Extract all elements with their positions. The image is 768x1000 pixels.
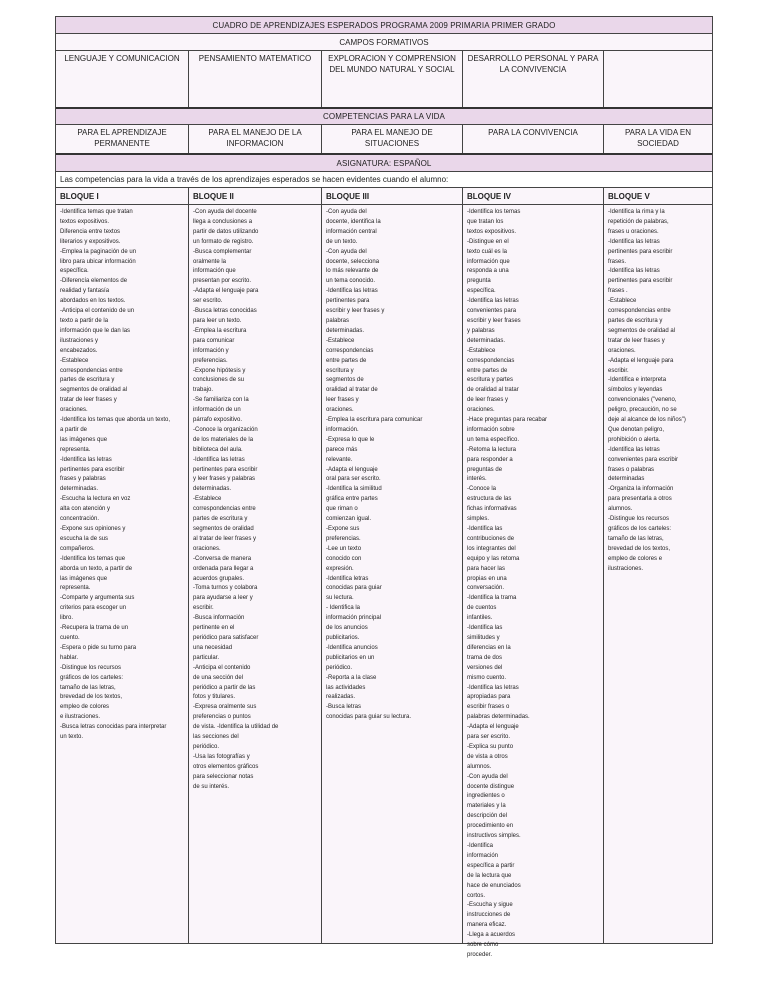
bloque-3-header: BLOQUE III [322,188,463,204]
competencias-title: COMPETENCIAS PARA LA VIDA [323,112,445,121]
document-table [55,16,713,958]
campo-pensamiento: PENSAMIENTO MATEMATICO [189,51,322,107]
document-title [56,17,712,34]
asignatura-header [56,155,712,172]
bloques-body-row [56,205,712,958]
campo-exploracion: EXPLORACION Y COMPRENSION DEL MUNDO NATURAL Y SOCIAL [322,51,463,107]
campos-row [56,51,712,109]
bloque-3-text: -Con ayuda del docente, identifica la información central de un texto. -Con ayuda del docente, selecciona lo más relevante de un tema conocido. -Identifica las letras pertinentes para escribir y leer frases y palabras determinadas. -Establece correspondencias entre partes de escritura y segmentos de oralidad al tratar de leer frases y oraciones. -Emplea la escritura para comunicar información. -Expresa lo que le parece más relevante. -Adapta el lenguaje oral para ser escrito. -Identifica la similitud gráfica entre partes que riman o comienzan igual. -Expone sus preferencias. -Lee un texto conocido con expresión. -Identifica letras conocidas para guiar su lectura. - Identifica la información principal de los anuncios publicitarios. -Identifica anuncios publicitarios en un periódico. -Reporta a la clase las actividades realizadas. -Busca letras conocidas para guiar su lectura. [322,205,463,943]
intro-row [56,172,712,188]
campos-title: CAMPOS FORMATIVOS [339,37,429,47]
bloque-2-text: -Con ayuda del docente llega a conclusiones a partir de datos utilizando un formato de registro. -Busca complementar oralmente la información que presentan por escrito. -Adapta el lenguaje para ser escrito. -Busca letras conocidas para leer un texto. -Emplea la escritura para comunicar información y preferencias. -Expone hipótesis y conclusiones de su trabajo. -Se familiariza con la información de un párrafo expositivo. -Conoce la organización de los materiales de la biblioteca del aula. -Identifica las letras pertinentes para escribir y leer frases y palabras determinadas. -Establece correspondencias entre partes de escritura y segmentos de oralidad al tratar de leer frases y oraciones. -Conversa de manera ordenada para llegar a acuerdos grupales. -Toma turnos y colabora para ayudarse a leer y escribir. -Busca información pertinente en el periódico para satisfacer una necesidad particular. -Anticipa el contenido de una sección del periódico a partir de las fotos y titulares. -Expresa oralmente sus preferencias o puntos de vista. -Identifica la utilidad de las secciones del periódico. -Usa las fotografías y otros elementos gráficos para seleccionar notas de su interés. [189,205,322,943]
competencia-convivencia: PARA LA CONVIVENCIA [463,125,604,153]
competencias-row [56,125,712,155]
bloque-5-text: -Identifica la rima y la repetición de palabras, frases u oraciones. -Identifica las letras pertinentes para escribir frases. -Identifica las letras pertinentes para escribir frases . -Establece correspondencias entre partes de escritura y segmentos de oralidad al tratar de leer frases y oraciones. -Adapta el lenguaje para escribir. -Identifica e interpreta símbolos y leyendas convencionales ("veneno, peligro, precaución, no se deje al alcance de los niños") Que denotan peligro, prohibición o alerta. -Identifica las letras convenientes para escribir frases o palabras determinadas -Organiza la información para presentarla a otros alumnos. -Distingue los recursos gráficos de los carteles: tamaño de las letras, brevedad de los textos, empleo de colores e ilustraciones. [608,209,686,572]
bloque-4-text: -Identifica los temas que tratan los textos expositivos. -Distingue en el texto cuál es la información que responda a una pregunta específica. -Identifica las letras convenientes para escribir y leer frases y palabras determinadas. -Establece correspondencias entre partes de escritura y partes de oralidad al tratar de leer frases y oraciones. -Hace preguntas para recabar información sobre un tema específico. -Retoma la lectura para responder a preguntas de interés. -Conoce la estructura de las fichas informativas simples. -Identifica las contribuciones de los integrantes del equipo y las retoma para hacer las propias en una conversación. -Identifica la trama de cuentos infantiles. -Identifica las similitudes y diferencias en la trama de dos versiones del mismo cuento. -Identifica las letras apropiadas para escribir frases o palabras determinadas. -Adapta el lenguaje para ser escrito. -Explica su punto de vista a otros alumnos. -Con ayuda del docente distingue ingredientes o materiales y la descripción del procedimiento en instructivos simples. -Identifica información específica a partir de la lectura que hace de enunciados cortos. -Escucha y sigue instrucciones de manera eficaz. -Llega a acuerdos sobre cómo proceder. [463,205,604,943]
bloque-2-header: BLOQUE II [189,188,322,204]
campo-desarrollo: DESARROLLO PERSONAL Y PARA LA CONVIVENCIA [463,51,604,107]
title-text: CUADRO DE APRENDIZAJES ESPERADOS PROGRAMA 2009 PRIMARIA PRIMER GRADO [212,20,556,30]
competencia-situaciones: PARA EL MANEJO DE SITUACIONES [322,125,463,153]
bloque-5-header: BLOQUE V [608,192,650,201]
campos-header [56,34,712,51]
campo-lenguaje: LENGUAJE Y COMUNICACION [56,51,189,107]
competencias-header [56,109,712,125]
bloque-1-text: -Identifica temas que tratan textos expositivos. Diferencia entre textos literarios y expositivos. -Emplea la paginación de un libro para ubicar información específica. -Diferencía elementos de realidad y fantasía abordados en los textos. -Anticipa el contenido de un texto a partir de la información que le dan las ilustraciones y encabezados. -Establece correspondencias entre partes de escritura y segmentos de oralidad al tratar de leer frases y oraciones. -Identifica los temas que aborda un texto, a partir de las imágenes que representa. -Identifica las letras pertinentes para escribir frases y palabras determinadas. -Escucha la lectura en voz alta con atención y concentración. -Expone sus opiniones y escucha la de sus compañeros. -Identifica los temas que aborda un texto, a partir de las imágenes que representa. -Comparte y argumenta sus criterios para escoger un libro. -Recupera la trama de un cuento. -Espera o pide su turno para hablar. -Distingue los recursos gráficos de los carteles: tamaño de las letras, brevedad de los textos, empleo de colores e ilustraciones. -Busca letras conocidas para interpretar un texto. [56,205,189,943]
bloque-1-header: BLOQUE I [56,188,189,204]
intro-text: Las competencias para la vida a través de los aprendizajes esperados se hacen evidentes cuando el alumno: [60,175,449,184]
competencia-aprendizaje: PARA EL APRENDIZAJE PERMANENTE [56,125,189,153]
competencia-sociedad: PARA LA VIDA EN SOCIEDAD [624,128,692,148]
competencia-informacion: PARA EL MANEJO DE LA INFORMACION [189,125,322,153]
bloques-header-row [56,188,712,205]
asignatura-text: ASIGNATURA: ESPAÑOL [336,158,432,168]
campo-empty [604,51,712,107]
bloque-4-header: BLOQUE IV [463,188,604,204]
